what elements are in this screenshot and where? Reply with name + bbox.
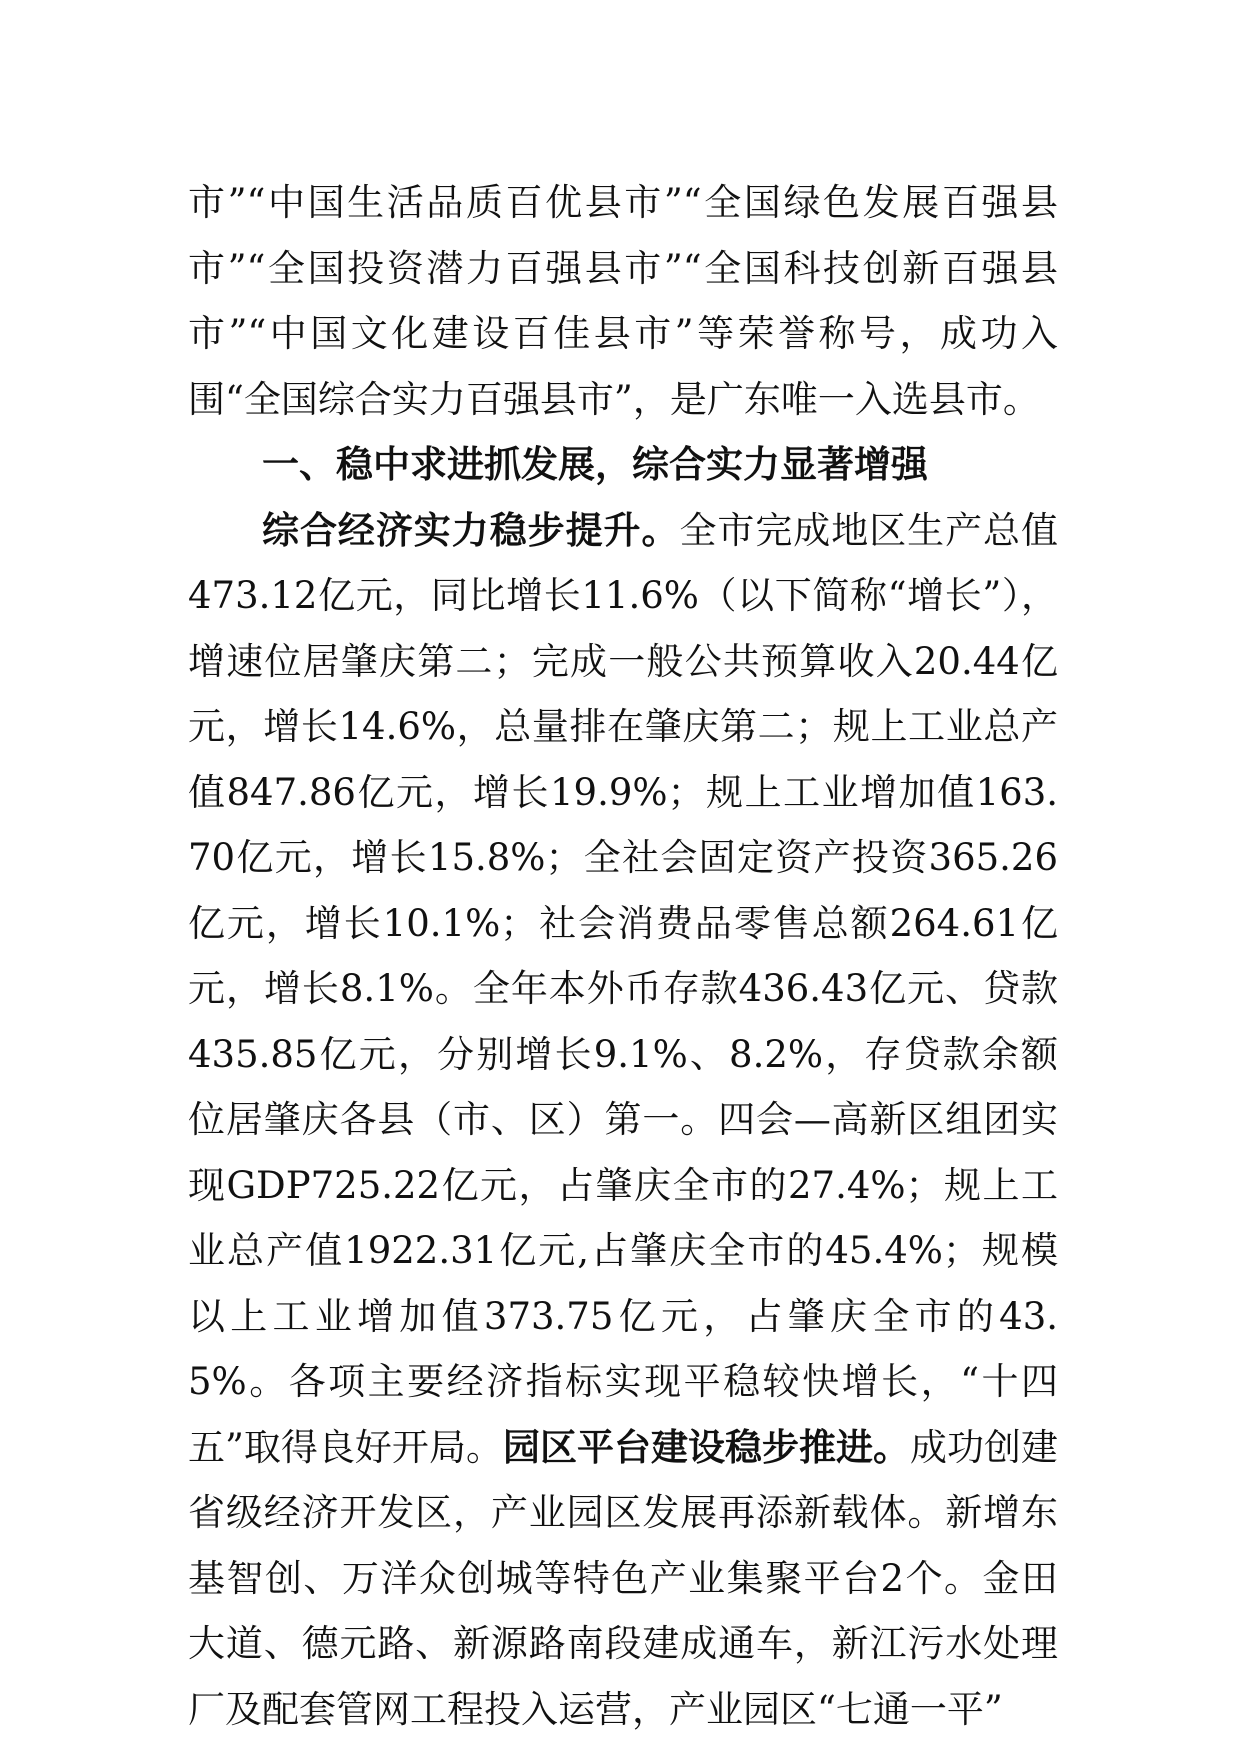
lead-phrase-economy: 综合经济实力稳步提升。: [262, 508, 680, 552]
body-paragraph: [188, 498, 1058, 1743]
body-text-parks: 成功创建省级经济开发区，产业园区发展再添新载体。新增东基智创、万洋众创城等特色产业集聚平台2个。金田大道、德元路、新源路南段建成通车，新江污水处理厂及配套管网工程投入运营，产业园区“七通一平”: [188, 1425, 1059, 1731]
intro-paragraph: [188, 170, 1058, 432]
lead-phrase-parks: 园区平台建设稳步推进。: [502, 1425, 910, 1469]
document-body: [188, 170, 1058, 1742]
body-text-economy: 全市完成地区生产总值473.12亿元，同比增长11.6%（以下简称“增长”），增速位居肇庆第二；完成一般公共预算收入20.44亿元，增长14.6%，总量排在肇庆第二；规上工业总产值847.86亿元，增长19.9%；规上工业增加值163.70亿元，增长15.8%；全社会固定资产投资365.26亿元，增长10.1%；社会消费品零售总额264.61亿元，增长8.1%。全年本外币存款436.43亿元、贷款435.85亿元，分别增长9.1%、8.2%，存贷款余额位居肇庆各县（市、区）第一。四会—高新区组团实现GDP725.22亿元，占肇庆全市的27.4%；规上工业总产值1922.31亿元,占肇庆全市的45.4%；规模以上工业增加值373.75亿元，占肇庆全市的43.5%。各项主要经济指标实现平稳较快增长，“十四五”取得良好开局。: [188, 508, 1059, 1469]
section-heading: [188, 432, 1058, 498]
section-heading-text: 一、稳中求进抓发展，综合实力显著增强: [262, 443, 928, 486]
intro-text: 市”“中国生活品质百优县市”“全国绿色发展百强县市”“全国投资潜力百强县市”“全国科技创新百强县市”“中国文化建设百佳县市”等荣誉称号，成功入围“全国综合实力百强县市”，是广东唯一入选县市。: [188, 181, 1058, 421]
